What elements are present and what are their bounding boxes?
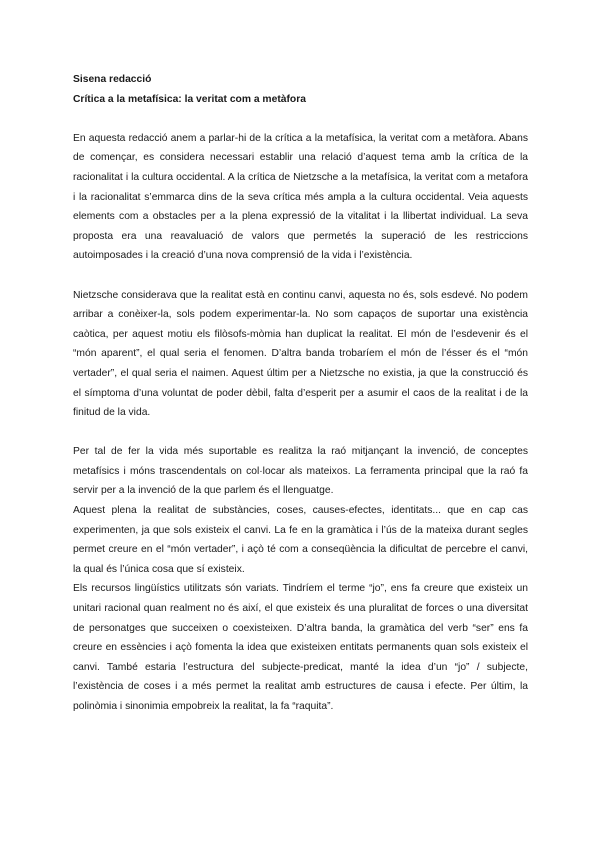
document-page	[73, 70, 528, 717]
paragraph-block-3	[73, 442, 528, 716]
paragraph-reason: Per tal de fer la vida més suportable es realitza la raó mitjançant la invenció, de conceptes metafísics i móns trascendentals on col·locar als mateixos. La ferramenta principal que la raó fa servir per a la invenció de la que parlem és el llenguatge.	[73, 446, 528, 497]
essay-title: Crítica a la metafísica: la veritat com a metàfora	[73, 93, 306, 105]
paragraph-language: Aquest plena la realitat de substàncies, coses, causes-efectes, identitats... que en cap cas experimenten, ja que sols existeix el canvi. La fe en la gramàtica i l’ús de la mateixa durant segles permet creure en el “món vertader”, i açò té com a conseqüència la dificultat de percebre el canvi, la qual és l’única cosa que sí existeix.	[73, 505, 528, 575]
paragraph-intro: En aquesta redacció anem a parlar-hi de la crítica a la metafísica, la veritat com a metàfora. Abans de començar, es considera necessari establir una relació d’aquest tema amb la crítica de la racionalitat i la cultura occidental. A la crítica de Nietzsche a la metafísica, la veritat com a metafora i la racionalitat s’emmarca dins de la seva crítica més ampla a la cultura occidental. Veia aquests elements com a obstacles per a la plena expressió de la vitalitat i la llibertat individual. La seva proposta era una reavaluació de valors que permetés la superació de les restriccions autoimposades i la creació d’una nova comprensió de la vida i l’existència.	[73, 132, 528, 262]
document-heading	[73, 70, 528, 109]
section-title: Sisena redacció	[73, 74, 152, 85]
paragraph-reality: Nietzsche considerava que la realitat està en continu canvi, aquesta no és, sols esdevé. No podem arribar a conèixer-la, sols podem experimentar-la. No som capaços de suportar una existència caòtica, per aquest motiu els filòsofs-mòmia han duplicat la realitat. El món de l’esdevenir és el “món aparent”, el qual seria el fenomen. D’altra banda trobaríem el món de l’ésser és el “món vertader”, el qual seria el naimen. Aquest últim per a Nietzsche no existia, ja que la construcció és el símptoma d’una voluntat de poder dèbil, falta d’esperit per a asumir el caos de la realitat i de la finitud de la vida.	[73, 289, 528, 419]
paragraph-block-1	[73, 129, 528, 266]
paragraph-resources: Els recursos lingüístics utilitzats són variats. Tindríem el terme “jo”, ens fa creure que existeix un unitari racional quan realment no és així, el que existeix és una pluralitat de forces o una diversitat de personatges que succeixen o coexisteixen. D’altra banda, la gramàtica del verb “ser” ens fa creure en essències i açò fomenta la idea que existeixen entitats permanents quan sols existeix el canvi. També estaria l’estructura del subjecte-predicat, manté la idea d’un “jo” / subjecte, l’existència de coses i a més permet la realitat amb estructures de causa i efecte. Per últim, la polinòmia i sinonimia empobreix la realitat, la fa “raquita”.	[73, 583, 528, 712]
paragraph-block-2	[73, 286, 528, 423]
